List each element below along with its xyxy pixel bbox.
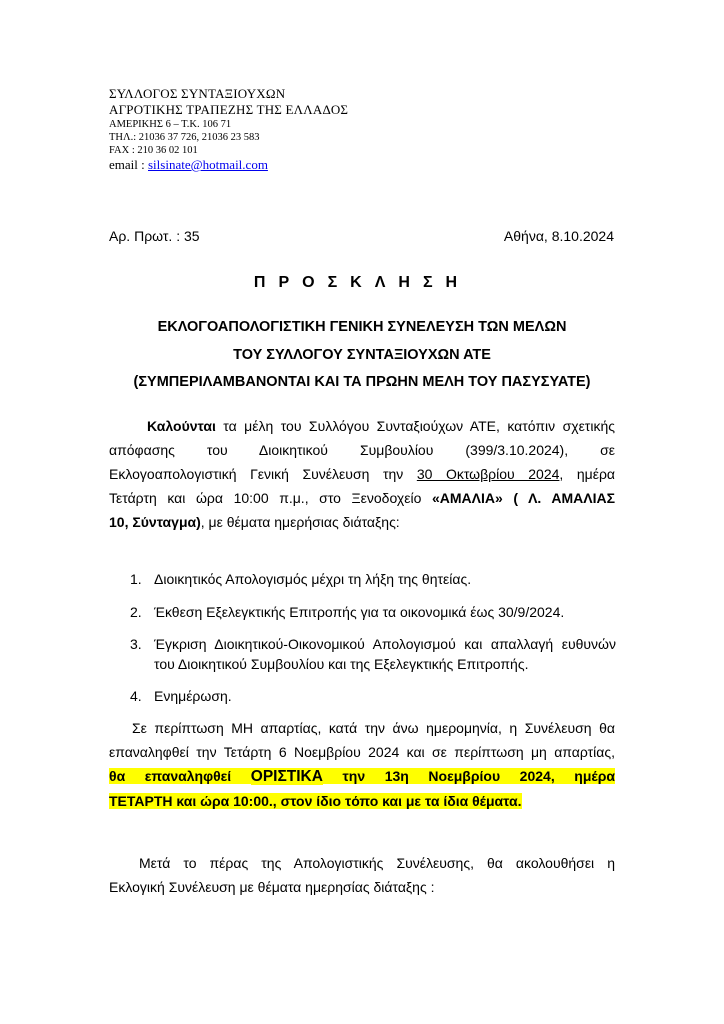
agenda-item-text: Έκθεση Εξελεγκτικής Επιτροπής για τα οικονομικά έως 30/9/2024.	[154, 604, 565, 620]
intro-line-5-post: , με θέματα ημερήσιας διάταξης:	[200, 514, 400, 530]
after-line-2: Εκλογική Συνέλευση με θέματα ημερησίας διάταξης :	[109, 879, 435, 895]
agenda-item-number: 4.	[130, 688, 142, 704]
intro-paragraph	[109, 414, 615, 534]
email-label: email :	[109, 157, 148, 172]
quorum-line-2: επαναληφθεί την Τετάρτη 6 Νοεμβρίου 2024 και σε περίπτωση μη απαρτίας,	[109, 744, 615, 760]
org-name-line1: ΣΥΛΛΟΓΟΣ ΣΥΝΤΑΞΙΟΥΧΩΝ	[109, 86, 286, 101]
intro-line-5	[109, 510, 615, 534]
meeting-date: 30 Οκτωβρίου 2024	[416, 466, 560, 482]
org-phone: ΤΗΛ.: 21036 37 726, 21036 23 583	[109, 132, 260, 143]
reference-number: Αρ. Πρωτ. : 35	[109, 228, 200, 244]
highlight-text-c: ΤΕΤΑΡΤΗ και ώρα 10:00., στον ίδιο τόπο και με τα ίδια θέματα.	[109, 793, 522, 809]
email-link[interactable]: silsinate@hotmail.com	[148, 157, 268, 172]
heading-line-3: (ΣΥΜΠΕΡΙΛΑΜΒΑΝΟΝΤΑΙ ΚΑΙ ΤΑ ΠΡΩΗΝ ΜΕΛΗ ΤΟΥ ΠΑΣΥΣΥΑΤΕ)	[133, 374, 591, 390]
org-address: ΑΜΕΡΙΚΗΣ 6 – Τ.Κ. 106 71	[109, 119, 232, 130]
org-fax: FAX : 210 36 02 101	[109, 145, 198, 156]
intro-bold-start: Καλούνται	[147, 418, 216, 434]
quorum-line-1: Σε περίπτωση ΜΗ απαρτίας, κατά την άνω ημερομηνία, η Συνέλευση θα	[132, 720, 615, 736]
agenda-item-number: 1.	[130, 571, 142, 587]
intro-line-2: απόφασης του Διοικητικού Συμβουλίου (399/3.10.2024), σε	[109, 442, 615, 458]
letterhead	[109, 86, 348, 173]
after-paragraph	[109, 851, 615, 899]
agenda-item-text: Ενημέρωση.	[154, 688, 232, 704]
venue-address: 10, Σύνταγμα)	[109, 514, 201, 530]
intro-line-3-pre: Εκλογοαπολογιστική Γενική Συνέλευση την	[109, 466, 417, 482]
agenda-item-number: 2.	[130, 604, 142, 620]
highlight-text-a: θα επαναληφθεί	[109, 768, 251, 784]
quorum-paragraph	[109, 716, 615, 813]
venue-name: «ΑΜΑΛΙΑ» ( Λ. ΑΜΑΛΙΑΣ	[431, 490, 616, 506]
agenda-item-text: Έγκριση Διοικητικού-Οικονομικού Απολογισμού και απαλλαγή ευθυνών του Διοικητικού Συμβουλίου και της Εξελεγκτικής Επιτροπής.	[154, 636, 616, 672]
org-email-line	[109, 157, 348, 173]
agenda-item-number: 3.	[130, 636, 142, 652]
org-name-line2: ΑΓΡΟΤΙΚΗΣ ΤΡΑΠΕΖΗΣ ΤΗΣ ΕΛΛΑΔΟΣ	[109, 102, 349, 117]
heading-line-1: ΕΚΛΟΓΟΑΠΟΛΟΓΙΣΤΙΚΗ ΓΕΝΙΚΗ ΣΥΝΕΛΕΥΣΗ ΤΩΝ ΜΕΛΩΝ	[157, 319, 567, 335]
quorum-line-3	[109, 764, 615, 789]
after-line-1: Μετά το πέρας της Απολογιστικής Συνέλευσης, θα ακολουθήσει η	[139, 855, 615, 871]
intro-line-3-post: , ημέρα	[559, 466, 616, 482]
intro-line-4-pre: Τετάρτη και ώρα 10:00 π.μ., στο Ξενοδοχείο	[109, 490, 432, 506]
highlight-text-b: την 13η Νοεμβρίου 2024, ημέρα	[322, 768, 615, 784]
intro-line-1	[109, 414, 615, 438]
intro-line-4	[109, 486, 615, 510]
place-date: Αθήνα, 8.10.2024	[503, 228, 614, 244]
intro-line-3	[109, 462, 615, 486]
invitation-title: ΠΡΟΣΚΛΗΣΗ	[253, 274, 471, 291]
heading-line-2: ΤΟΥ ΣΥΛΛΟΓΟΥ ΣΥΝΤΑΞΙΟΥΧΩΝ ΑΤΕ	[233, 347, 491, 363]
highlight-final: ΟΡΙΣΤΙΚΑ	[250, 768, 323, 785]
agenda-item-text: Διοικητικός Απολογισμός μέχρι τη λήξη της θητείας.	[154, 571, 472, 587]
intro-line-1-text: τα μέλη του Συλλόγου Συνταξιούχων ΑΤΕ, κατόπιν σχετικής	[215, 418, 615, 434]
quorum-line-4	[109, 789, 615, 813]
